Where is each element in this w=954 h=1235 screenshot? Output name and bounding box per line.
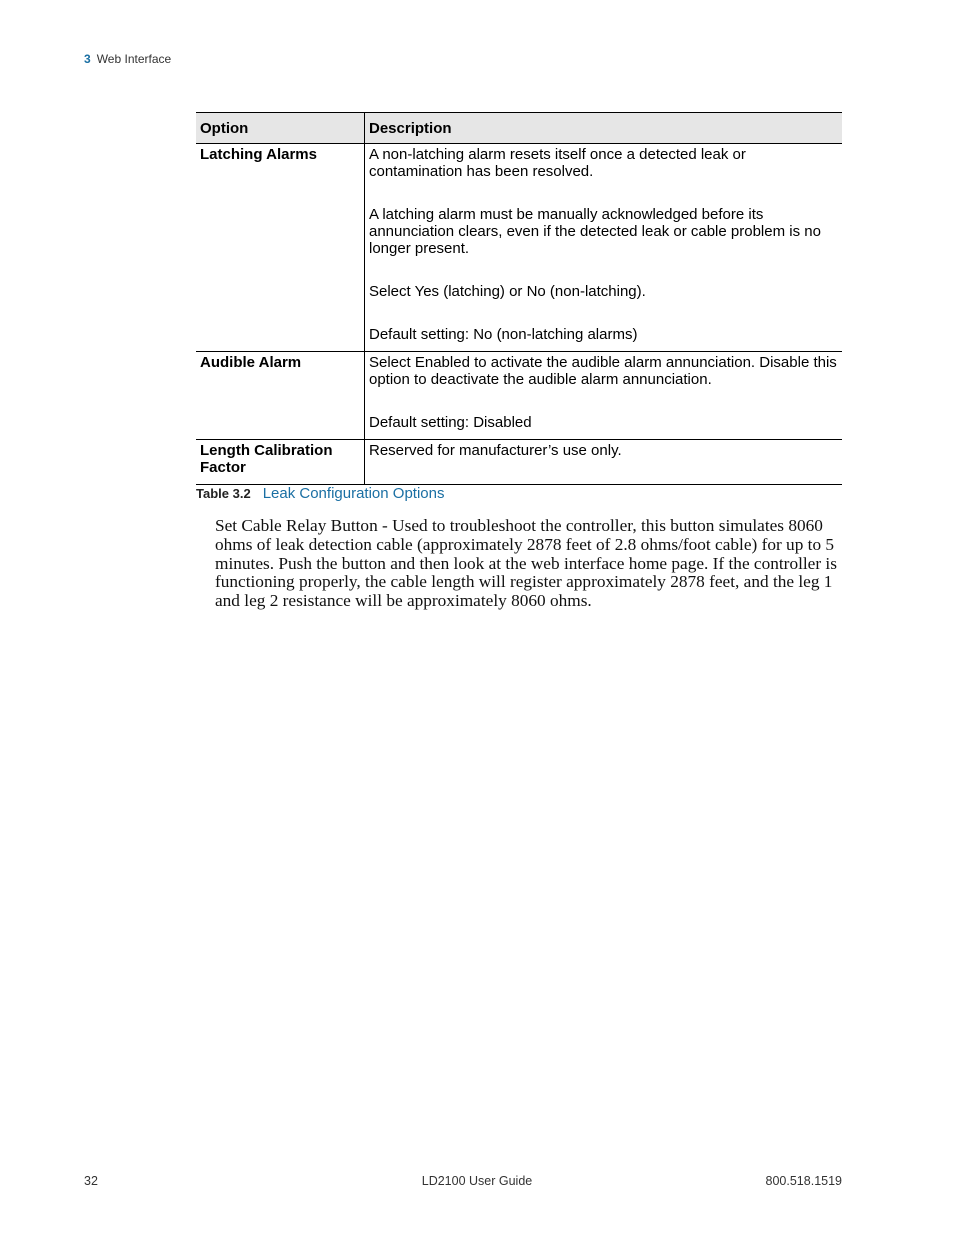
description-paragraph: Select Enabled to activate the audible alarm annunciation. Disable this option to deactivate the audible alarm annunciation.	[369, 354, 837, 388]
body-paragraph: Set Cable Relay Button - Used to troubleshoot the controller, this button simulates 8060 ohms of leak detection cable (approximately 2878 feet of 2.8 ohms/foot cable) for up to 5 minutes. Push the button and then look at the web interface home page. If the controller is functioning properly, the cable length will register approximately 2878 feet, and the leg 1 and leg 2 resistance will be approximately 8060 ohms.	[215, 516, 837, 611]
description-paragraph: A latching alarm must be manually acknowledged before its annunciation clears, even if the detected leak or cable problem is no longer present.	[369, 206, 821, 257]
table-row	[196, 440, 842, 485]
option-cell: Audible Alarm	[196, 352, 365, 440]
description-cell	[365, 440, 843, 485]
chapter-number: 3	[84, 52, 91, 66]
chapter-title: Web Interface	[96, 52, 172, 66]
description-paragraph: Default setting: Disabled	[369, 414, 532, 431]
description-paragraph: A non-latching alarm resets itself once a detected leak or contamination has been resolved.	[369, 146, 746, 180]
leak-configuration-table	[196, 112, 842, 485]
description-paragraph: Default setting: No (non-latching alarms)	[369, 326, 638, 343]
description-paragraph: Select Yes (latching) or No (non-latching).	[369, 283, 646, 300]
footer-guide-title: LD2100 User Guide	[421, 1174, 533, 1188]
table-caption	[196, 485, 444, 502]
table-caption-title: Leak Configuration Options	[262, 485, 445, 502]
running-header	[84, 52, 171, 66]
description-cell	[365, 144, 843, 352]
footer-page-number: 32	[84, 1174, 98, 1188]
option-cell	[196, 440, 365, 485]
table-row	[196, 144, 842, 352]
description-paragraph: Reserved for manufacturer’s use only.	[369, 442, 622, 459]
table-row	[196, 352, 842, 440]
option-label: Length Calibration Factor	[200, 442, 333, 476]
table-header-row	[196, 113, 842, 144]
footer-phone: 800.518.1519	[765, 1174, 842, 1188]
description-cell	[365, 352, 843, 440]
column-header-option: Option	[196, 113, 365, 144]
table-caption-label: Table 3.2	[196, 486, 251, 501]
column-header-description: Description	[365, 113, 843, 144]
option-cell: Latching Alarms	[196, 144, 365, 352]
